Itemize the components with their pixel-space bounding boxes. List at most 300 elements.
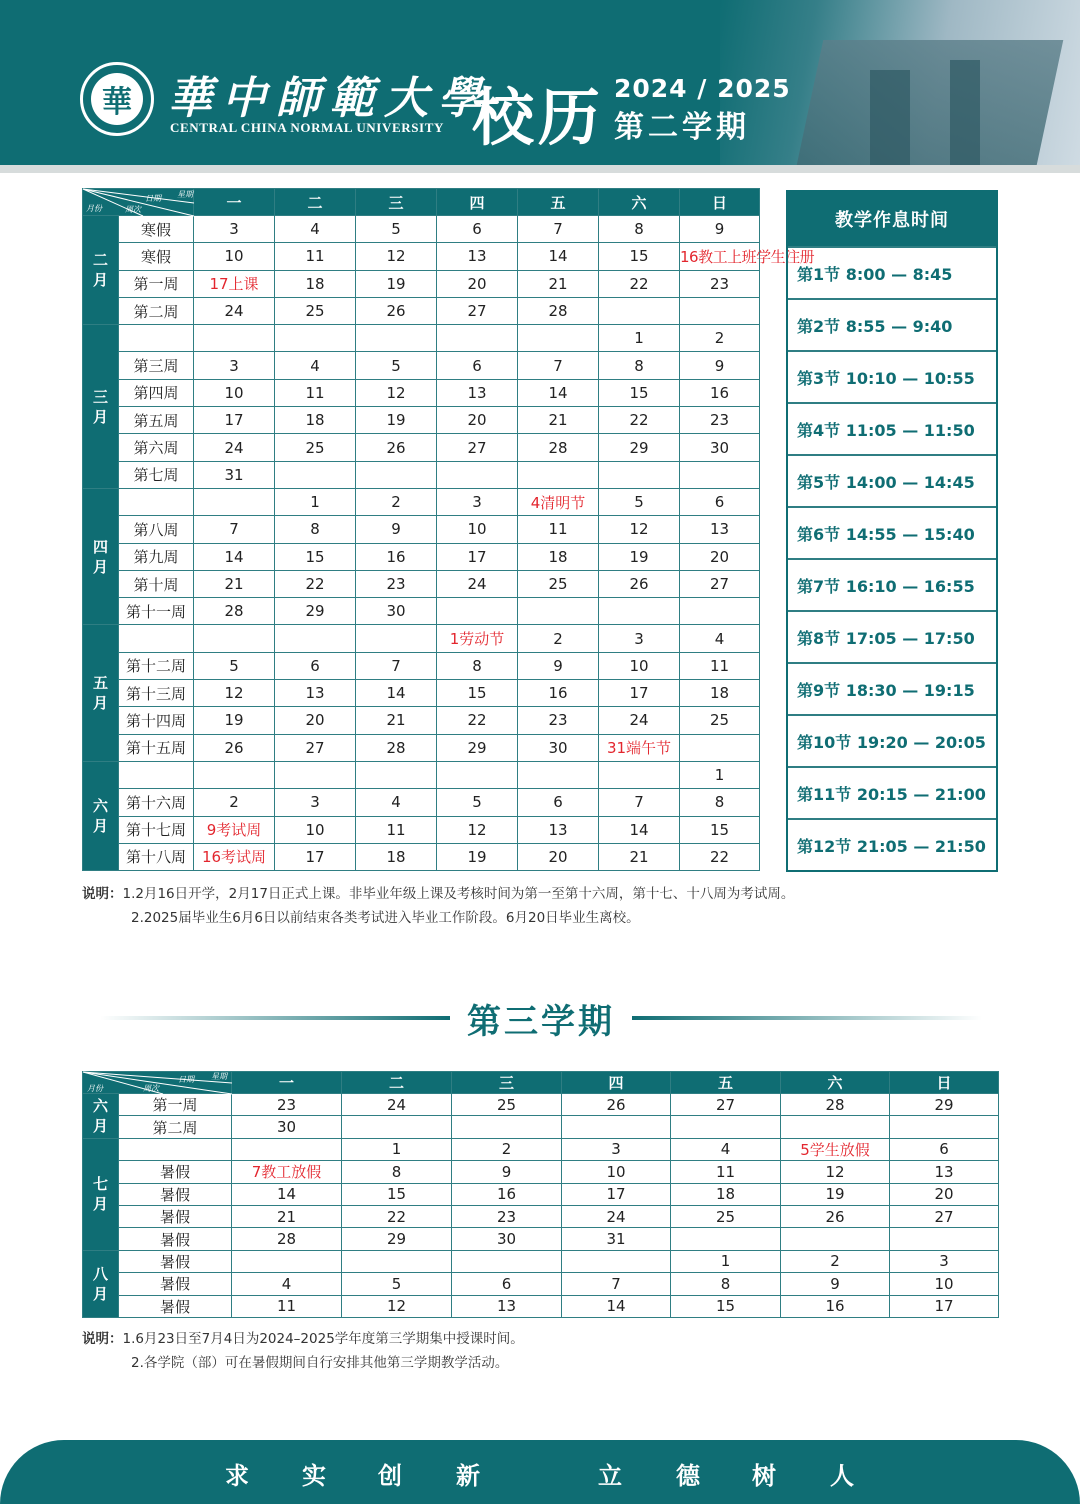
day-cell <box>671 1116 781 1138</box>
day-cell: 28 <box>356 734 437 761</box>
day-cell: 15 <box>342 1183 452 1205</box>
calendar-row <box>83 625 760 652</box>
day-cell: 8 <box>671 1273 781 1295</box>
day-cell <box>194 325 275 352</box>
day-cell: 6 <box>680 488 760 515</box>
day-cell: 16 <box>680 379 760 406</box>
day-cell: 5 <box>356 216 437 243</box>
day-cell: 12 <box>194 680 275 707</box>
footer-motto-bar <box>0 1440 1080 1504</box>
day-cell <box>452 1116 562 1138</box>
day-cell: 13 <box>275 680 356 707</box>
day-cell: 24 <box>194 297 275 324</box>
heading-rule-right <box>632 1016 982 1020</box>
motto-char: 创 <box>378 1461 402 1490</box>
corner-week-label: 周次 <box>125 205 141 214</box>
day-cell: 27 <box>890 1205 999 1227</box>
day-cell: 25 <box>275 434 356 461</box>
day-cell: 13 <box>680 516 760 543</box>
week-label: 第八周 <box>119 516 194 543</box>
day-cell: 12 <box>356 379 437 406</box>
day-cell: 8 <box>275 516 356 543</box>
note-line <box>82 882 794 906</box>
weekday-header: 日 <box>680 189 760 216</box>
day-cell <box>890 1116 999 1138</box>
month-label <box>83 216 119 325</box>
day-cell: 26 <box>781 1205 890 1227</box>
week-label: 第十七周 <box>119 816 194 843</box>
building-shape <box>797 40 1064 165</box>
weekday-header: 三 <box>356 189 437 216</box>
day-cell: 19 <box>356 407 437 434</box>
building-pillar <box>950 60 980 165</box>
calendar-row <box>83 789 760 816</box>
week-label: 寒假 <box>119 216 194 243</box>
week-label: 第二周 <box>119 1116 232 1138</box>
day-cell: 27 <box>680 570 760 597</box>
weekday-header-row <box>83 1072 999 1094</box>
term2-calendar-body <box>83 216 815 871</box>
day-cell: 10 <box>890 1273 999 1295</box>
calendar-row <box>83 1205 999 1227</box>
period-row: 第10节 19:20 — 20:05 <box>788 714 996 766</box>
calendar-row <box>83 543 760 570</box>
weekday-header: 五 <box>518 189 599 216</box>
day-cell: 25 <box>518 570 599 597</box>
day-cell: 5 <box>342 1273 452 1295</box>
period-row: 第8节 17:05 — 17:50 <box>788 610 996 662</box>
day-cell <box>342 1250 452 1272</box>
day-cell: 13 <box>452 1295 562 1317</box>
day-cell: 17上课 <box>194 270 275 297</box>
day-cell: 20 <box>890 1183 999 1205</box>
day-cell: 28 <box>518 434 599 461</box>
day-cell: 15 <box>680 816 760 843</box>
day-cell: 2 <box>452 1138 562 1160</box>
day-cell: 12 <box>342 1295 452 1317</box>
note-label: 说明： <box>82 1331 123 1347</box>
term3-section-heading <box>0 994 1080 1042</box>
day-cell: 15 <box>599 379 680 406</box>
day-cell: 3 <box>437 488 518 515</box>
day-cell: 25 <box>275 297 356 324</box>
day-cell: 16教工上班学生注册 <box>680 243 760 270</box>
day-cell: 22 <box>599 270 680 297</box>
calendar-row <box>83 1161 999 1183</box>
day-cell: 19 <box>781 1183 890 1205</box>
week-label: 第十五周 <box>119 734 194 761</box>
day-cell: 1 <box>275 488 356 515</box>
day-cell: 1 <box>342 1138 452 1160</box>
day-cell: 17 <box>890 1295 999 1317</box>
day-cell: 28 <box>232 1228 342 1250</box>
day-cell: 16考试周 <box>194 843 275 870</box>
note-line <box>82 906 794 930</box>
day-cell <box>599 598 680 625</box>
day-cell: 27 <box>275 734 356 761</box>
day-cell: 18 <box>680 680 760 707</box>
day-cell: 13 <box>518 816 599 843</box>
week-label: 第七周 <box>119 461 194 488</box>
day-cell: 26 <box>562 1094 671 1116</box>
period-row: 第4节 11:05 — 11:50 <box>788 402 996 454</box>
week-label: 第十二周 <box>119 652 194 679</box>
day-cell: 3 <box>890 1250 999 1272</box>
day-cell: 14 <box>194 543 275 570</box>
month-label-text: 四月 <box>92 537 108 576</box>
day-cell: 5 <box>194 652 275 679</box>
month-label <box>83 625 119 761</box>
day-cell: 13 <box>890 1161 999 1183</box>
motto-char: 树 <box>752 1461 776 1490</box>
logo-seal: 華 <box>91 73 143 125</box>
note-line <box>82 1327 524 1351</box>
period-row: 第6节 14:55 — 15:40 <box>788 506 996 558</box>
day-cell: 14 <box>599 816 680 843</box>
period-row: 第7节 16:10 — 16:55 <box>788 558 996 610</box>
day-cell: 20 <box>437 407 518 434</box>
day-cell: 3 <box>194 352 275 379</box>
day-cell <box>599 761 680 788</box>
calendar-row <box>83 1250 999 1272</box>
day-cell: 25 <box>671 1205 781 1227</box>
day-cell: 9 <box>356 516 437 543</box>
day-cell: 17 <box>437 543 518 570</box>
weekday-header: 一 <box>232 1072 342 1094</box>
day-cell: 14 <box>232 1183 342 1205</box>
university-name-en: CENTRAL CHINA NORMAL UNIVERSITY <box>170 120 444 135</box>
day-cell <box>437 761 518 788</box>
calendar-row <box>83 270 760 297</box>
table-corner-header <box>83 189 194 216</box>
day-cell: 4 <box>356 789 437 816</box>
day-cell: 10 <box>275 816 356 843</box>
period-row: 第2节 8:55 — 9:40 <box>788 298 996 350</box>
period-row: 第3节 10:10 — 10:55 <box>788 350 996 402</box>
day-cell: 1劳动节 <box>437 625 518 652</box>
day-cell: 16 <box>781 1295 890 1317</box>
university-name-cn: 華中師範大學 <box>168 73 492 124</box>
term-label: 第二学期 <box>614 110 750 145</box>
header-banner <box>0 0 1080 165</box>
day-cell: 21 <box>599 843 680 870</box>
day-cell: 19 <box>437 843 518 870</box>
day-cell: 9 <box>680 216 760 243</box>
day-cell: 10 <box>194 243 275 270</box>
day-cell: 3 <box>562 1138 671 1160</box>
week-label: 第三周 <box>119 352 194 379</box>
note-line <box>82 1351 524 1375</box>
weekday-header: 四 <box>437 189 518 216</box>
day-cell: 21 <box>232 1205 342 1227</box>
day-cell: 30 <box>452 1228 562 1250</box>
week-label: 第十周 <box>119 570 194 597</box>
day-cell: 17 <box>562 1183 671 1205</box>
day-cell: 4 <box>232 1273 342 1295</box>
day-cell <box>562 1250 671 1272</box>
day-cell: 19 <box>194 707 275 734</box>
day-cell: 5 <box>356 352 437 379</box>
day-cell: 19 <box>599 543 680 570</box>
day-cell: 11 <box>356 816 437 843</box>
week-label: 第二周 <box>119 297 194 324</box>
day-cell <box>452 1250 562 1272</box>
week-label: 暑假 <box>119 1161 232 1183</box>
day-cell: 22 <box>275 570 356 597</box>
day-cell: 3 <box>194 216 275 243</box>
calendar-row <box>83 707 760 734</box>
day-cell: 19 <box>356 270 437 297</box>
period-row: 第9节 18:30 — 19:15 <box>788 662 996 714</box>
calendar-row <box>83 761 760 788</box>
day-cell: 16 <box>356 543 437 570</box>
day-cell: 17 <box>275 843 356 870</box>
calendar-row <box>83 488 760 515</box>
week-label: 第一周 <box>119 270 194 297</box>
day-cell: 10 <box>194 379 275 406</box>
calendar-row <box>83 598 760 625</box>
day-cell: 29 <box>890 1094 999 1116</box>
day-cell: 5 <box>437 789 518 816</box>
day-cell <box>518 598 599 625</box>
month-label <box>83 1094 119 1139</box>
day-cell: 20 <box>680 543 760 570</box>
note-text: 1.2月16日开学，2月17日正式上课。非毕业年级上课及考核时间为第一至第十六周，第十七、十八周为考试周。 <box>122 886 795 902</box>
term3-title: 第三学期 <box>467 1002 615 1042</box>
day-cell: 31端午节 <box>599 734 680 761</box>
month-label <box>83 1138 119 1250</box>
day-cell: 4 <box>275 352 356 379</box>
week-label <box>119 325 194 352</box>
day-cell: 7 <box>518 216 599 243</box>
day-cell: 7 <box>599 789 680 816</box>
month-label <box>83 325 119 489</box>
day-cell: 4清明节 <box>518 488 599 515</box>
weekday-header: 四 <box>562 1072 671 1094</box>
day-cell: 21 <box>194 570 275 597</box>
week-label <box>119 761 194 788</box>
weekday-header: 三 <box>452 1072 562 1094</box>
day-cell: 26 <box>356 297 437 324</box>
day-cell: 9 <box>452 1161 562 1183</box>
day-cell: 22 <box>342 1205 452 1227</box>
corner-month-label: 月份 <box>86 204 102 213</box>
calendar-row <box>83 379 760 406</box>
day-cell: 11 <box>275 243 356 270</box>
day-cell: 21 <box>518 270 599 297</box>
header-divider <box>0 165 1080 173</box>
day-cell: 11 <box>518 516 599 543</box>
week-label: 第九周 <box>119 543 194 570</box>
day-cell <box>275 461 356 488</box>
calendar-row <box>83 461 760 488</box>
note-text: 2.各学院（部）可在暑假期间自行安排其他第三学期教学活动。 <box>131 1355 509 1371</box>
day-cell <box>194 488 275 515</box>
weekday-header: 五 <box>671 1072 781 1094</box>
day-cell: 22 <box>437 707 518 734</box>
day-cell: 14 <box>562 1295 671 1317</box>
day-cell: 16 <box>452 1183 562 1205</box>
day-cell: 1 <box>599 325 680 352</box>
week-label: 第十六周 <box>119 789 194 816</box>
day-cell <box>275 761 356 788</box>
day-cell: 9 <box>680 352 760 379</box>
weekday-header: 六 <box>781 1072 890 1094</box>
page-title: 校历 <box>472 81 605 154</box>
day-cell: 31 <box>194 461 275 488</box>
day-cell: 23 <box>452 1205 562 1227</box>
calendar-row <box>83 1116 999 1138</box>
day-cell: 16 <box>518 680 599 707</box>
day-cell: 27 <box>671 1094 781 1116</box>
day-cell <box>437 598 518 625</box>
day-cell: 3 <box>599 625 680 652</box>
period-row: 第1节 8:00 — 8:45 <box>788 246 996 298</box>
day-cell: 30 <box>356 598 437 625</box>
weekday-header: 日 <box>890 1072 999 1094</box>
day-cell: 23 <box>680 407 760 434</box>
day-cell: 17 <box>599 680 680 707</box>
day-cell <box>518 325 599 352</box>
day-cell: 7教工放假 <box>232 1161 342 1183</box>
day-cell: 15 <box>275 543 356 570</box>
day-cell: 1 <box>671 1250 781 1272</box>
day-cell: 26 <box>194 734 275 761</box>
table-corner-header <box>83 1072 232 1094</box>
week-label: 第十一周 <box>119 598 194 625</box>
weekday-header: 二 <box>275 189 356 216</box>
week-label: 暑假 <box>119 1228 232 1250</box>
month-label-text: 六月 <box>92 797 108 836</box>
day-cell: 12 <box>356 243 437 270</box>
calendar-row <box>83 1273 999 1295</box>
day-cell: 6 <box>275 652 356 679</box>
month-label-text: 二月 <box>92 251 108 290</box>
calendar-row <box>83 1228 999 1250</box>
week-label: 第十八周 <box>119 843 194 870</box>
day-cell: 6 <box>437 352 518 379</box>
day-cell: 9 <box>781 1273 890 1295</box>
week-label: 第五周 <box>119 407 194 434</box>
term3-notes <box>82 1327 524 1375</box>
day-cell: 18 <box>356 843 437 870</box>
week-label <box>119 1138 232 1160</box>
day-cell: 13 <box>437 379 518 406</box>
corner-month-label: 月份 <box>87 1084 103 1093</box>
day-cell: 30 <box>232 1116 342 1138</box>
day-cell <box>599 461 680 488</box>
calendar-row <box>83 652 760 679</box>
term3-calendar-body <box>83 1094 999 1318</box>
day-cell <box>437 461 518 488</box>
day-cell <box>194 761 275 788</box>
day-cell: 31 <box>562 1228 671 1250</box>
day-cell: 4 <box>680 625 760 652</box>
month-label-text: 八月 <box>92 1264 108 1303</box>
day-cell: 27 <box>437 297 518 324</box>
day-cell <box>680 734 760 761</box>
week-label: 第四周 <box>119 379 194 406</box>
corner-weekday-label: 星期 <box>177 190 193 199</box>
day-cell: 18 <box>275 270 356 297</box>
day-cell: 26 <box>356 434 437 461</box>
day-cell <box>781 1116 890 1138</box>
day-cell: 7 <box>518 352 599 379</box>
day-cell: 14 <box>356 680 437 707</box>
term3-calendar-table <box>82 1071 999 1318</box>
day-cell: 25 <box>452 1094 562 1116</box>
month-label <box>83 1250 119 1317</box>
day-cell <box>680 297 760 324</box>
day-cell: 18 <box>275 407 356 434</box>
day-cell: 5学生放假 <box>781 1138 890 1160</box>
day-cell: 4 <box>671 1138 781 1160</box>
day-cell: 15 <box>671 1295 781 1317</box>
day-cell: 20 <box>275 707 356 734</box>
calendar-row <box>83 734 760 761</box>
day-cell: 30 <box>518 734 599 761</box>
day-cell <box>356 625 437 652</box>
day-cell: 26 <box>599 570 680 597</box>
day-cell <box>599 297 680 324</box>
day-cell <box>356 325 437 352</box>
term2-calendar-table <box>82 188 815 871</box>
month-label-text: 六月 <box>92 1096 108 1135</box>
day-cell <box>518 461 599 488</box>
day-cell: 15 <box>437 680 518 707</box>
day-cell: 11 <box>680 652 760 679</box>
day-cell: 10 <box>562 1161 671 1183</box>
period-row: 第12节 21:05 — 21:50 <box>788 818 996 870</box>
week-label: 寒假 <box>119 243 194 270</box>
day-cell: 6 <box>890 1138 999 1160</box>
day-cell: 12 <box>437 816 518 843</box>
day-cell: 10 <box>437 516 518 543</box>
day-cell <box>356 461 437 488</box>
week-label: 暑假 <box>119 1250 232 1272</box>
day-cell: 18 <box>518 543 599 570</box>
day-cell: 27 <box>437 434 518 461</box>
month-label-text: 三月 <box>92 387 108 426</box>
calendar-row <box>83 325 760 352</box>
week-label: 暑假 <box>119 1273 232 1295</box>
day-cell <box>194 625 275 652</box>
day-cell: 24 <box>342 1094 452 1116</box>
day-cell: 24 <box>437 570 518 597</box>
day-cell: 2 <box>194 789 275 816</box>
university-logo-icon <box>80 62 154 136</box>
day-cell <box>275 625 356 652</box>
motto-char: 实 <box>302 1461 326 1490</box>
day-cell: 24 <box>599 707 680 734</box>
building-pillar <box>870 70 910 165</box>
day-cell: 15 <box>599 243 680 270</box>
week-label: 第十四周 <box>119 707 194 734</box>
calendar-row <box>83 680 760 707</box>
day-cell: 2 <box>356 488 437 515</box>
calendar-row <box>83 1183 999 1205</box>
day-cell: 3 <box>275 789 356 816</box>
calendar-row <box>83 352 760 379</box>
week-label: 暑假 <box>119 1183 232 1205</box>
term2-notes <box>82 882 794 930</box>
day-cell <box>671 1228 781 1250</box>
week-label: 第十三周 <box>119 680 194 707</box>
day-cell: 12 <box>599 516 680 543</box>
calendar-row <box>83 1094 999 1116</box>
day-cell: 18 <box>671 1183 781 1205</box>
day-cell: 21 <box>356 707 437 734</box>
